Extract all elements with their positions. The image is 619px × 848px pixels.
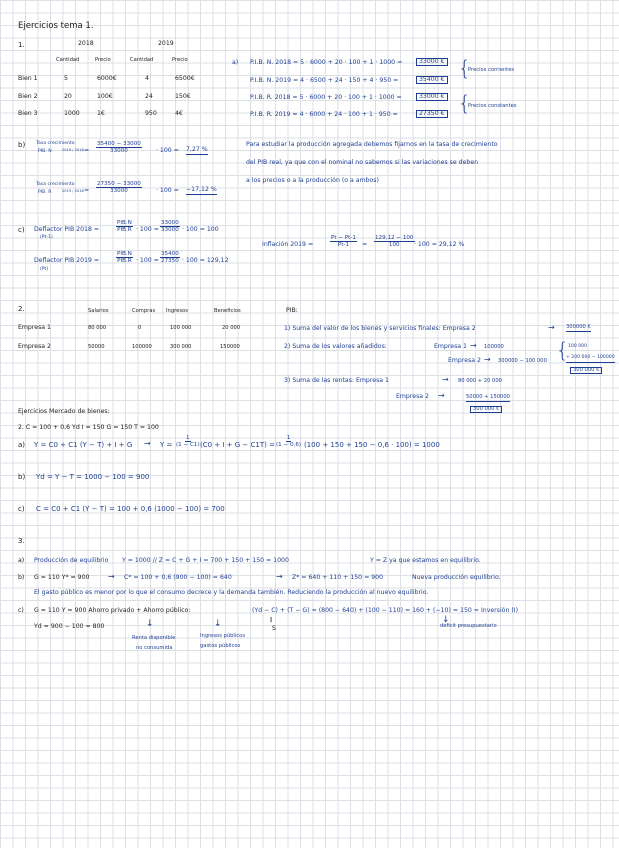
brace-icon: { bbox=[556, 338, 569, 362]
multiplier-fraction bbox=[176, 435, 200, 449]
savings-equation: (Yd − C) + (T − G) = (800 − 640) + (100 − 110) = 160 + (−10) = 150 = Inversión (I) bbox=[252, 607, 518, 614]
explanation-line-2: del PIB real, ya que con el nominal no sabemos si las variaciones se deben bbox=[246, 159, 479, 166]
method-1-text: 1) Suma del valor de los bienes y servicios finales: Empresa 2 bbox=[284, 325, 476, 332]
arrow-right-icon: → bbox=[470, 341, 477, 350]
deflator-2018-label: Deflactor PIB 2018 = bbox=[34, 226, 100, 233]
fraction-numerator: 27350 − 33000 bbox=[97, 181, 141, 187]
part-a-label: a) bbox=[18, 441, 26, 449]
method-2-empresa-1-value: 100000 bbox=[484, 344, 504, 350]
part-a-label: a) bbox=[18, 557, 25, 564]
table-cell: 100 000 bbox=[170, 325, 192, 331]
method-2-empresa-2: Empresa 2 bbox=[448, 357, 481, 364]
col-precio-2019: Precio bbox=[172, 57, 188, 63]
table-cell: 0 bbox=[138, 325, 142, 331]
annotation-renta-1: Renta disponible bbox=[132, 635, 176, 641]
equals-sign: = bbox=[84, 187, 90, 194]
years-subscript: 2019 / 2018 bbox=[62, 189, 84, 193]
growth-rate-label: Tasa crecimiento bbox=[36, 182, 75, 187]
arrow-right-icon: → bbox=[276, 572, 283, 581]
pib-heading: PIB: bbox=[286, 307, 298, 314]
savings-intro: G = 110 Y = 900 Ahorro privado + Ahorro público: bbox=[34, 607, 191, 614]
fraction-numerator: 129,12 − 100 bbox=[375, 235, 414, 241]
pib-real-2019: P.I.B. R. 2019 = 4 · 6000 + 24 · 100 + 1 · 950 = bbox=[250, 111, 398, 118]
table-cell: 20 000 bbox=[222, 325, 241, 331]
method-3-empresa-2: Empresa 2 bbox=[396, 393, 429, 400]
public-spending-explanation: El gasto público es menor por lo que el consumo decrece y la demanda también. Reduciendo la producción al nuevo equilibrio. bbox=[34, 589, 429, 596]
table-cell: 4€ bbox=[175, 110, 183, 117]
deflator-2018-mid: · 100 = bbox=[136, 226, 159, 233]
exercise-1-number: 1. bbox=[18, 41, 25, 49]
fraction-numerator: 35400 bbox=[161, 251, 179, 257]
table-cell: 24 bbox=[145, 93, 153, 100]
growth-real-fraction bbox=[96, 181, 142, 195]
arrow-right-icon: → bbox=[144, 439, 151, 448]
table-row-label: Bien 2 bbox=[18, 93, 38, 100]
arrow-down-icon: ↓ bbox=[214, 619, 222, 629]
col-precio-2018: Precio bbox=[95, 57, 111, 63]
new-consumption: C* = 100 + 0,6 (900 − 100) = 640 bbox=[124, 574, 232, 581]
explanation-line-3: a los precios o a la producción (o a ambos) bbox=[246, 177, 379, 184]
method-2-text: 2) Suma de los valores añadidos: bbox=[284, 343, 387, 350]
multiplier-fraction-numeric bbox=[276, 435, 301, 449]
part-b-label: b) bbox=[18, 574, 25, 581]
fraction-numerator: Pt − Pt-1 bbox=[331, 235, 356, 241]
new-g-and-y: G = 110 Y* = 900 bbox=[34, 574, 90, 581]
pib-n-label: PIB. N bbox=[38, 149, 52, 154]
pib-real-2018: P.I.B. R. 2018 = 5 · 6000 + 20 · 100 + 1 · 1000 = bbox=[250, 94, 402, 101]
part-b-label: b) bbox=[18, 473, 26, 481]
annotation-ingresos-1: Ingresos públicos bbox=[200, 633, 246, 639]
model-equations: 2. C = 100 + 0,6 Yd I = 150 G = 150 T = 100 bbox=[18, 424, 159, 431]
part-a-label: a) bbox=[232, 59, 239, 66]
pib-real-2018-result: 33000 € bbox=[416, 93, 448, 101]
growth-real-result: −17,12 % bbox=[186, 187, 217, 195]
fraction-denominator: 100 bbox=[388, 242, 400, 249]
arrow-right-icon: → bbox=[442, 375, 449, 384]
table-cell: 80 000 bbox=[88, 325, 107, 331]
savings-symbol: S bbox=[272, 625, 276, 632]
fraction-numerator: PIB.N bbox=[117, 251, 132, 257]
col-ingresos: Ingresos bbox=[166, 308, 188, 314]
table-cell: 6500€ bbox=[175, 75, 195, 82]
exercise-3-number: 3. bbox=[18, 537, 25, 545]
brace-icon: { bbox=[458, 56, 471, 80]
method-1-result: 300000 € bbox=[566, 325, 591, 332]
inflation-fraction-a bbox=[330, 235, 357, 249]
part-c-label: c) bbox=[18, 505, 25, 513]
col-beneficios: Beneficios bbox=[214, 308, 241, 314]
annotation-deficit: déficit presupuestario bbox=[440, 623, 497, 629]
arrow-right-icon: → bbox=[548, 323, 555, 332]
table-cell: 20 bbox=[64, 93, 72, 100]
table-cell: 300 000 bbox=[170, 344, 192, 350]
table-cell: 5 bbox=[64, 75, 68, 82]
year-2019-header: 2019 bbox=[158, 40, 174, 47]
annotation-ingresos-2: gastos públicos bbox=[200, 643, 241, 649]
equilibrium-result: (100 + 150 + 150 − 0,6 · 100) = 1000 bbox=[304, 441, 440, 449]
pib-real-2019-result: 27350 € bbox=[416, 110, 448, 118]
deflator-2018-fraction-a bbox=[116, 220, 133, 234]
fraction-denominator: (1 − C1) bbox=[176, 442, 200, 449]
fraction-numerator: PIB.N bbox=[117, 220, 132, 226]
growth-nominal-fraction bbox=[96, 141, 142, 155]
fraction-denominator: Pt-1 bbox=[337, 242, 350, 249]
equilibrium-tail: (C0 + I + G − C1T) = bbox=[200, 441, 275, 449]
method-2-right-1: 100 000 bbox=[568, 344, 587, 349]
deflator-2019-label: Deflactor PIB 2019 = bbox=[34, 257, 100, 264]
fraction-denominator: 33000 bbox=[110, 148, 128, 155]
part-b-label: b) bbox=[18, 141, 26, 149]
equilibrium-output-label: Producción de equilibrio bbox=[34, 557, 109, 564]
disposable-income: Yd = Y − T = 1000 − 100 = 900 bbox=[36, 473, 150, 481]
method-3-empresa-1-value: 80 000 + 20 000 bbox=[458, 378, 502, 384]
fraction-denominator: PIB.R bbox=[117, 258, 132, 265]
part-c-label: c) bbox=[18, 607, 24, 614]
arrow-down-icon: ↓ bbox=[146, 619, 154, 629]
deflator-2019-fraction-a bbox=[116, 251, 133, 265]
brace-icon: { bbox=[458, 91, 471, 115]
precios-constantes-note: Precios constantes bbox=[468, 103, 517, 109]
equilibrium-output-equation: Y = 1000 // Z = C + G + I = 700 + 150 + 150 = 1000 bbox=[122, 557, 289, 564]
pib-nominal-2019-result: 35400 € bbox=[416, 76, 448, 84]
arrow-right-icon: → bbox=[108, 572, 115, 581]
inflation-fraction-b bbox=[374, 235, 415, 249]
table-cell: 4 bbox=[145, 75, 149, 82]
fraction-numerator: 1 bbox=[286, 435, 291, 441]
pt-label: (Pt) bbox=[40, 267, 49, 272]
deflator-2019-fraction-b bbox=[160, 251, 180, 265]
part-c-label: c) bbox=[18, 226, 25, 234]
table-row-label: Bien 3 bbox=[18, 110, 38, 117]
fraction-denominator: PIB.R bbox=[117, 227, 132, 234]
equilibrium-output-note: Y = Z ya que estamos en equilibrio. bbox=[370, 557, 481, 564]
years-subscript: 2019 / 2018 bbox=[62, 148, 84, 152]
table-row-label: Empresa 2 bbox=[18, 343, 51, 350]
col-cantidad-2018: Cantidad bbox=[56, 57, 80, 63]
fraction-denominator: 33000 bbox=[110, 188, 128, 195]
table-cell: 150000 bbox=[220, 344, 240, 350]
equals-vertical-icon: ‖ bbox=[270, 617, 273, 623]
fraction-numerator: 33000 bbox=[161, 220, 179, 226]
table-cell: 1€ bbox=[97, 110, 105, 117]
method-2-right-2: + 200 000 − 100000 bbox=[566, 356, 615, 363]
growth-nominal-result: 7,27 % bbox=[186, 147, 208, 155]
exercise-2-number: 2. bbox=[18, 305, 25, 313]
equals-sign: = bbox=[84, 147, 90, 154]
table-cell: 150€ bbox=[175, 93, 191, 100]
method-2-empresa-2-value: 300000 − 100 000 bbox=[498, 358, 547, 364]
table-cell: 6000€ bbox=[97, 75, 117, 82]
table-row-label: Bien 1 bbox=[18, 75, 38, 82]
precios-corrientes-note: Precios corrientes bbox=[468, 67, 515, 73]
pib-nominal-2018: P.I.B. N. 2018 = 5 · 6000 + 20 · 100 + 1 · 1000 = bbox=[250, 59, 403, 66]
disposable-income-value: Yd = 900 − 100 = 800 bbox=[34, 623, 105, 630]
fraction-numerator: 1 bbox=[186, 435, 190, 441]
arrow-right-icon: → bbox=[438, 391, 445, 400]
fraction-numerator: 35400 − 33000 bbox=[97, 141, 141, 147]
pib-r-label: PIB. R bbox=[38, 190, 52, 195]
arrow-down-icon: ↓ bbox=[442, 615, 450, 625]
fraction-denominator: (1 − 0,6) bbox=[276, 442, 302, 449]
growth-rate-label: Tasa crecimiento bbox=[36, 141, 75, 146]
method-3-total: 300 000 € bbox=[470, 406, 502, 413]
method-2-empresa-1: Empresa 1 bbox=[434, 343, 467, 350]
new-demand: Z* = 640 + 110 + 150 = 900 bbox=[292, 574, 384, 581]
method-3-text: 3) Suma de las rentas: Empresa 1 bbox=[284, 377, 389, 384]
deflator-2019-mid: · 100 = bbox=[136, 257, 159, 264]
explanation-line-1: Para estudiar la producción agregada debemos fijarnos en la tasa de crecimiento bbox=[246, 141, 498, 148]
section-heading: Ejercicios Mercado de bienes: bbox=[18, 408, 110, 415]
growth-nominal-tail: · 100 = bbox=[156, 147, 179, 154]
deflator-2018-fraction-b bbox=[160, 220, 180, 234]
inflation-result: · 100 = 29,12 % bbox=[414, 241, 465, 248]
new-equilibrium-note: Nueva producción equilibrio. bbox=[412, 574, 501, 581]
col-cantidad-2019: Cantidad bbox=[130, 57, 154, 63]
fraction-denominator: 27350 bbox=[161, 258, 179, 265]
method-3-empresa-2-value: 50000 + 150000 bbox=[466, 395, 510, 402]
table-row-label: Empresa 1 bbox=[18, 324, 51, 331]
deflator-2018-result: · 100 = 100 bbox=[182, 226, 219, 233]
inflation-label: Inflación 2019 = bbox=[262, 241, 314, 248]
col-compras: Compras bbox=[132, 308, 156, 314]
table-cell: 100000 bbox=[132, 344, 152, 350]
table-cell: 1000 bbox=[64, 110, 80, 117]
page-title: Ejercicios tema 1. bbox=[18, 21, 94, 31]
deflator-2019-result: · 100 = 129,12 bbox=[182, 257, 229, 264]
pib-nominal-2018-result: 33000 € bbox=[416, 58, 448, 66]
pib-nominal-2019: P.I.B. N. 2019 = 4 · 6500 + 24 · 150 + 4 · 950 = bbox=[250, 77, 399, 84]
arrow-right-icon: → bbox=[484, 355, 491, 364]
equilibrium-equation: Y = C0 + C1 (Y − T) + I + G bbox=[34, 441, 133, 449]
pt-1-label: (Pt-1) bbox=[40, 235, 53, 240]
fraction-denominator: 33000 bbox=[161, 227, 179, 234]
method-2-total: 300 000 € bbox=[570, 367, 602, 374]
annotation-renta-2: no consumida bbox=[136, 645, 173, 651]
equals-sign: = bbox=[362, 241, 368, 248]
equilibrium-y-equals: Y = bbox=[160, 441, 173, 449]
table-cell: 950 bbox=[145, 110, 157, 117]
col-salarios: Salarios bbox=[88, 308, 109, 314]
year-2018-header: 2018 bbox=[78, 40, 94, 47]
table-cell: 50000 bbox=[88, 344, 105, 350]
growth-real-tail: · 100 = bbox=[156, 187, 179, 194]
table-cell: 100€ bbox=[97, 93, 113, 100]
consumption: C = C0 + C1 (Y − T) = 100 + 0,6 (1000 − 100) = 700 bbox=[36, 505, 225, 513]
